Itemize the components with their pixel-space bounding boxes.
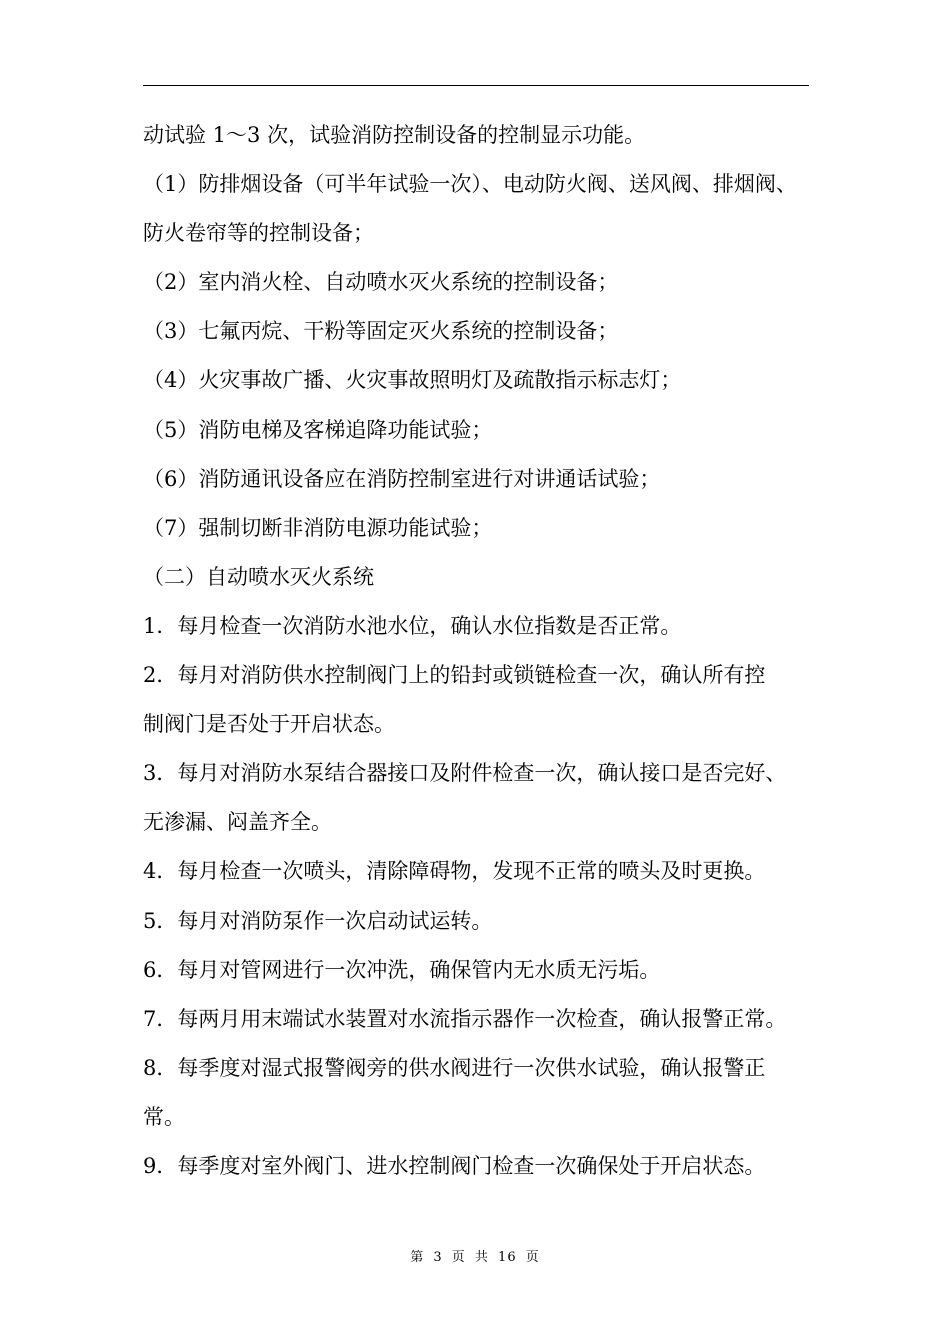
- text-line: 4．每月检查一次喷头，清除障碍物，发现不正常的喷头及时更换。: [143, 859, 766, 884]
- text-line: 7．每两月用末端试水装置对水流指示器作一次检查，确认报警正常。: [143, 1006, 787, 1031]
- text-line: 8．每季度对湿式报警阀旁的供水阀进行一次供水试验，确认报警正: [143, 1055, 766, 1080]
- text-line: 制阀门是否处于开启状态。: [143, 712, 395, 737]
- page-number: 第 3 页 共 16 页: [410, 1250, 540, 1265]
- text-line: 6．每月对管网进行一次冲洗，确保管内无水质无污垢。: [143, 957, 661, 982]
- text-line: 常。: [143, 1104, 185, 1129]
- text-line: 动试验 1～3 次，试验消防控制设备的控制显示功能。: [143, 123, 646, 147]
- text-line: 无渗漏、闷盖齐全。: [143, 810, 332, 835]
- text-line: （3）七氟丙烷、干粉等固定灭火系统的控制设备；: [143, 319, 619, 344]
- text-line: （1）防排烟设备（可半年试验一次）、电动防火阀、送风阀、排烟阀、: [143, 172, 797, 197]
- header-rule: [143, 85, 809, 86]
- text-line: 9．每季度对室外阀门、进水控制阀门检查一次确保处于开启状态。: [143, 1153, 766, 1178]
- text-line: （5）消防电梯及客梯追降功能试验；: [143, 417, 493, 442]
- text-line: 1．每月检查一次消防水池水位，确认水位指数是否正常。: [143, 613, 682, 638]
- text-line: 3．每月对消防水泵结合器接口及附件检查一次，确认接口是否完好、: [143, 761, 787, 786]
- text-line: （6）消防通讯设备应在消防控制室进行对讲通话试验；: [143, 466, 661, 491]
- text-line: （7）强制切断非消防电源功能试验；: [143, 515, 493, 540]
- text-line: 5．每月对消防泵作一次启动试运转。: [143, 908, 493, 933]
- document-body: [143, 111, 815, 1191]
- text-line: 防火卷帘等的控制设备；: [143, 221, 374, 246]
- section-heading: （二）自动喷水灭火系统: [143, 564, 374, 589]
- text-line: （4）火灾事故广播、火灾事故照明灯及疏散指示标志灯；: [143, 368, 682, 393]
- text-line: 2．每月对消防供水控制阀门上的铅封或锁链检查一次，确认所有控: [143, 663, 766, 688]
- text-line: （2）室内消火栓、自动喷水灭火系统的控制设备；: [143, 270, 619, 295]
